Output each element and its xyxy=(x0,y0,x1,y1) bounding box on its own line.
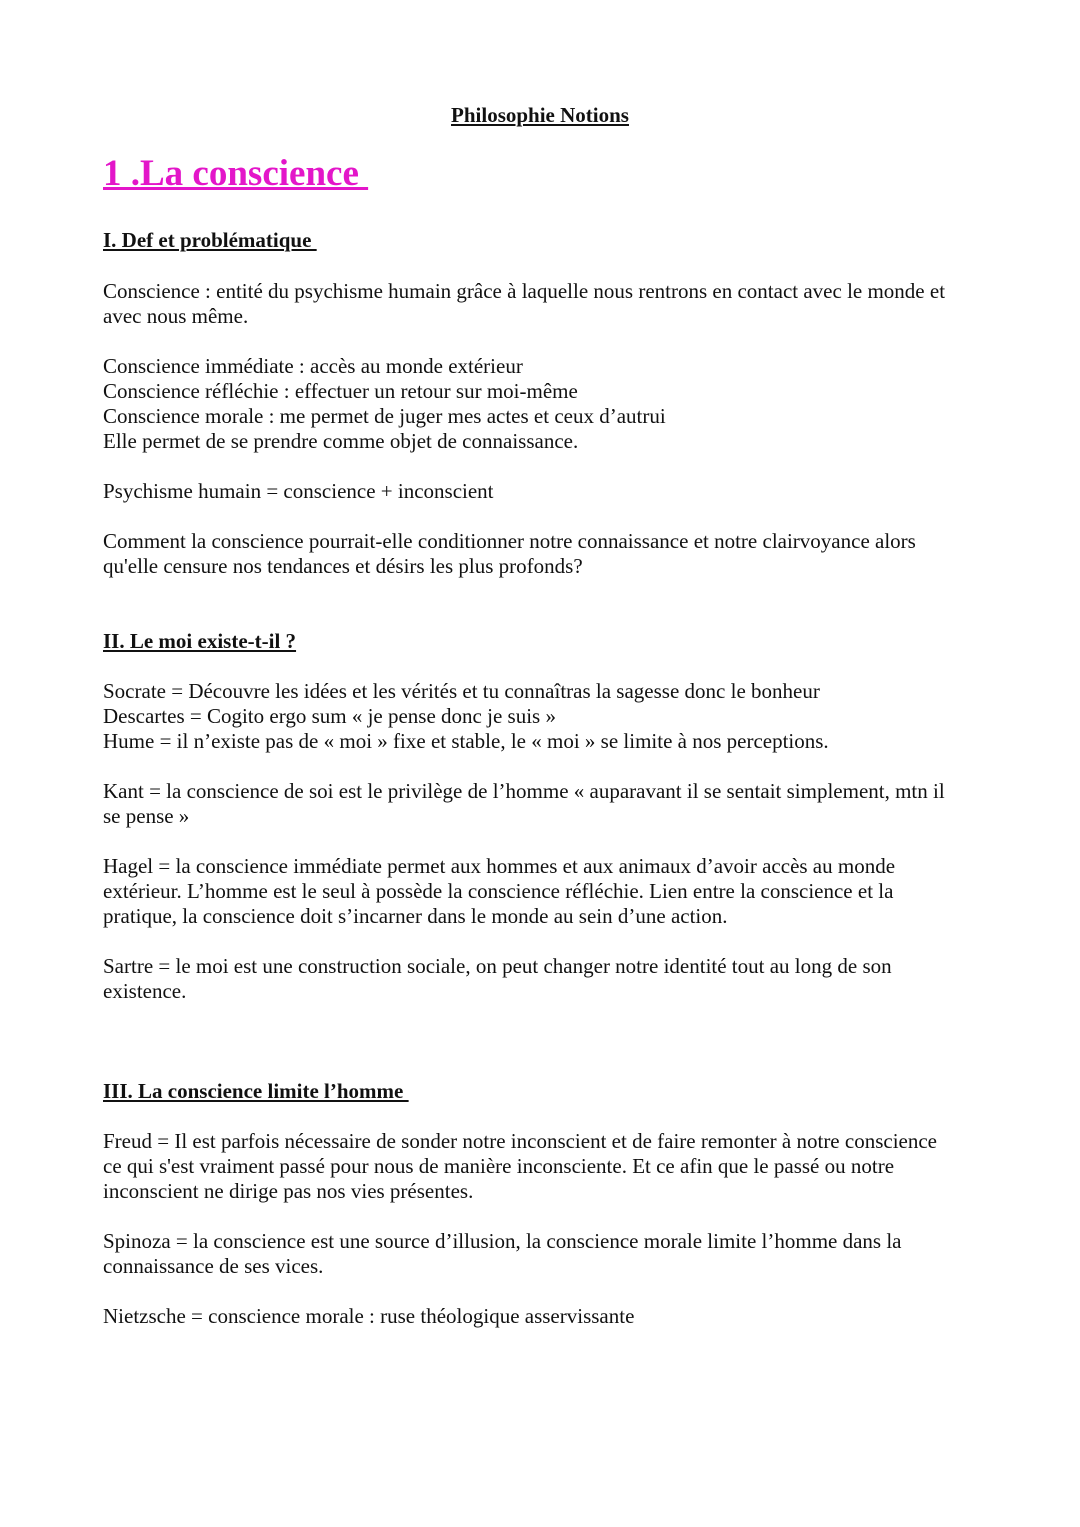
paragraph-problematique xyxy=(103,529,983,579)
text-line: Conscience immédiate : accès au monde extérieur xyxy=(103,354,523,378)
section-heading-2: II. Le moi existe-t-il ? xyxy=(103,629,297,653)
text-line: ce qui s'est vraiment passé pour nous de manière inconsciente. Et ce afin que le passé ou notre xyxy=(103,1154,895,1178)
text-line: Socrate = Découvre les idées et les vérités et tu connaîtras la sagesse donc le bonheur xyxy=(103,679,820,703)
text-line: inconscient ne dirige pas nos vies présentes. xyxy=(103,1179,474,1203)
text-line: Elle permet de se prendre comme objet de connaissance. xyxy=(103,429,579,453)
text-line: Hume = il n’existe pas de « moi » fixe et stable, le « moi » se limite à nos perceptions. xyxy=(103,729,829,753)
section-heading-1: I. Def et problématique xyxy=(103,228,317,252)
section-heading-3: III. La conscience limite l’homme xyxy=(103,1079,409,1103)
text-line: Sartre = le moi est une construction sociale, on peut changer notre identité tout au long de son xyxy=(103,954,892,978)
text-line: se pense » xyxy=(103,804,190,828)
text-line: Conscience morale : me permet de juger mes actes et ceux d’autrui xyxy=(103,404,666,428)
text-line: connaissance de ses vices. xyxy=(103,1254,324,1278)
text-line: qu'elle censure nos tendances et désirs les plus profonds? xyxy=(103,554,583,578)
text-line: Comment la conscience pourrait-elle conditionner notre connaissance et notre clairvoyance alors xyxy=(103,529,916,553)
paragraph-kant xyxy=(103,779,983,829)
text-line: Freud = Il est parfois nécessaire de sonder notre inconscient et de faire remonter à notre conscience xyxy=(103,1129,937,1153)
text-line: extérieur. L’homme est le seul à possède la conscience réfléchie. Lien entre la conscience et la xyxy=(103,879,894,903)
text-line: Spinoza = la conscience est une source d’illusion, la conscience morale limite l’homme dans la xyxy=(103,1229,902,1253)
text-line: Psychisme humain = conscience + inconscient xyxy=(103,479,494,503)
text-line: Descartes = Cogito ergo sum « je pense donc je suis » xyxy=(103,704,556,728)
paragraph-psychisme xyxy=(103,479,983,504)
text-line: Conscience : entité du psychisme humain grâce à laquelle nous rentrons en contact avec le monde et xyxy=(103,279,946,303)
text-line: Conscience réfléchie : effectuer un retour sur moi-même xyxy=(103,379,578,403)
text-line: avec nous même. xyxy=(103,304,249,328)
paragraph-definition xyxy=(103,279,983,329)
paragraph-types-of-conscience xyxy=(103,354,983,454)
text-line: Nietzsche = conscience morale : ruse théologique asservissante xyxy=(103,1304,635,1328)
paragraph-sartre xyxy=(103,954,983,1004)
paragraph-nietzsche xyxy=(103,1304,983,1329)
text-line: Kant = la conscience de soi est le privilège de l’homme « auparavant il se sentait simplement, mtn il xyxy=(103,779,945,803)
paragraph-hagel xyxy=(103,854,983,929)
document-title: Philosophie Notions xyxy=(451,103,629,127)
paragraph-socrate-descartes-hume xyxy=(103,679,983,754)
paragraph-spinoza xyxy=(103,1229,983,1279)
text-line: pratique, la conscience doit s’incarner dans le monde au sein d’une action. xyxy=(103,904,728,928)
paragraph-freud xyxy=(103,1129,983,1204)
text-line: Hagel = la conscience immédiate permet aux hommes et aux animaux d’avoir accès au monde xyxy=(103,854,896,878)
chapter-heading: 1 .La conscience xyxy=(103,153,369,194)
text-line: existence. xyxy=(103,979,187,1003)
